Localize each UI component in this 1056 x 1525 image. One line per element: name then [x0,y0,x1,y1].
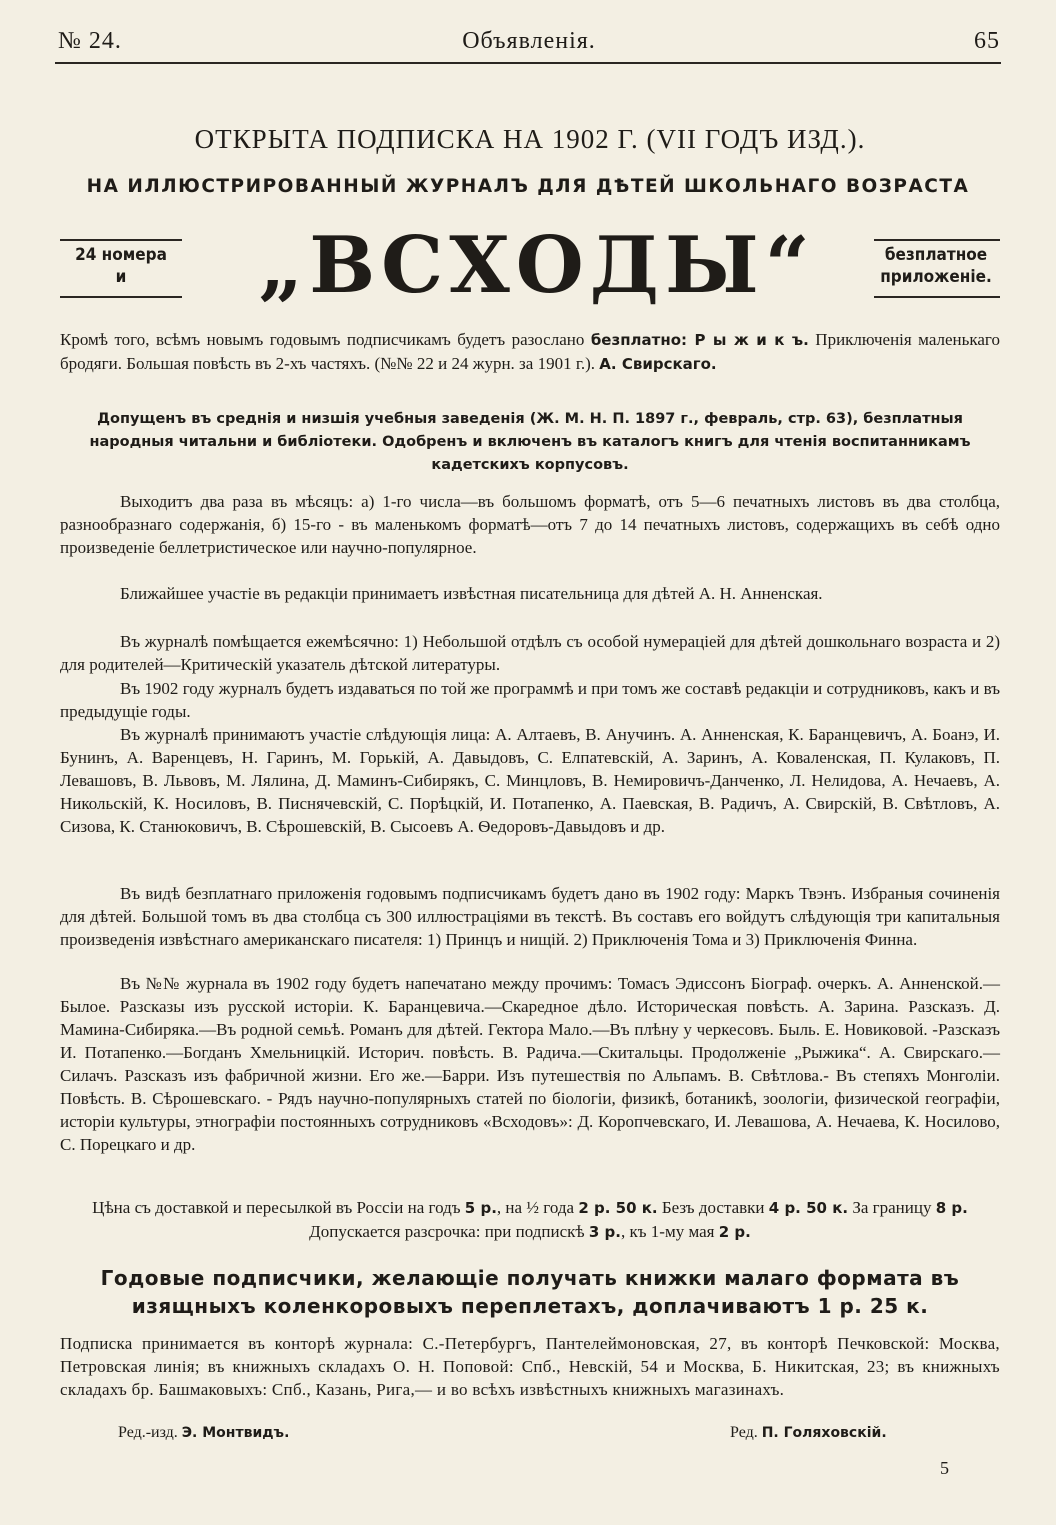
price-text-3: Безъ доставки [657,1198,769,1217]
right-note-rule-top [874,239,1000,241]
price-year: 5 р. [464,1199,497,1217]
sheet-signature-mark: 5 [940,1458,949,1478]
right-note-line-1: безплатное [884,245,988,265]
journal-masthead: „ВСХОДЫ“ [258,220,816,311]
price-text-5: Допускается разсрочка: при подпискѣ [309,1222,589,1241]
right-note-rule-bottom [874,296,1000,298]
left-note-rule-top [60,239,182,241]
bonus-title: безплатно: Р ы ж и к ъ. [590,331,809,349]
running-header [58,28,1000,60]
supplement-paragraph: Въ видѣ безплатнаго приложенія годовымъ подписчикамъ будетъ дано въ 1902 году: Маркъ Твэнъ. Избраныя сочиненія для дѣтей. Большой томъ въ два столбца съ 300 иллюстраціями въ текстѣ. Въ составъ его войдутъ слѣдующія три капитальныя произведенія извѣстнаго американскаго писателя: 1) Принцъ и нищій. 2) Приключенія Тома и 3) Приключенія Финна. [60,884,1000,949]
price-paragraph [60,1196,1000,1244]
publisher-signature [118,1424,289,1442]
price-installment-2: 2 р. [718,1223,751,1241]
price-abroad: 8 р. [935,1199,968,1217]
price-text-2: , на ½ года [496,1198,579,1217]
section-title: Объявленія. [462,28,596,54]
right-note [872,244,1000,288]
left-note-line-2: и [115,267,127,287]
header-rule [55,62,1001,64]
publisher-name: Э. Монтвидъ. [181,1425,290,1441]
editor-label: Ред. [730,1424,762,1441]
bonus-paragraph [60,328,1000,376]
editor-signature [730,1424,887,1442]
price-text-4: За границу [848,1198,936,1217]
price-installment-1: 3 р. [588,1223,621,1241]
bonus-text-b: Приключенія маленькаго бродяги. Большая повѣсть въ 2-хъ частяхъ. (№№ 22 и 24 журн. за 1901 г.). [60,330,1000,373]
body-paragraph-3: Въ журналѣ помѣщается ежемѣсячно: 1) Небольшой отдѣлъ съ особой нумераціей для дѣтей дошкольнаго возраста и 2) для родителей—Критическій указатель дѣтской литературы. [60,632,1000,674]
page-number: 65 [974,28,1000,54]
left-note [60,244,182,288]
contents-paragraph: Въ №№ журнала въ 1902 году будетъ напечатано между прочимъ: Томасъ Эдиссонъ Біограф. очеркъ. А. Анненской.—Былое. Разсказы изъ русской исторіи. К. Баранцевича.—Скаредное дѣло. Историческая повѣсть. А. Зарина. Разсказъ. Д. Мамина-Сибиряка.—Въ родной семьѣ. Романъ для дѣтей. Гектора Мало.—Въ плѣну у черкесовъ. Быль. Е. Новиковой. -Разсказъ И. Потапенко.—Богданъ Хмельницкій. Историч. повѣсть. В. Радича.—Скитальцы. Продолженіе „Рыжика“. А. Свирскаго.—Силачъ. Разсказъ изъ фабричной жизни. Его же.—Барри. Изъ путешествія по Альпамъ. В. Свѣтлова.- Въ степяхъ Монголіи. Повѣсть. В. Сѣрошевскаго. - Рядъ научно-популярныхъ статей по біологіи, физикѣ, ботаникѣ, зоологіи, физической географіи, исторіи культуры, этнографіи постоянныхъ сотрудниковъ «Всходовъ»: Д. Коропчевскаго, И. Левашова, А. Нечаева, К. Носилово, С. Порецкаго и др. [60,974,1000,1154]
price-half-year: 2 р. 50 к. [578,1199,658,1217]
body-paragraph-1: Выходитъ два раза въ мѣсяцъ: а) 1-го числа—въ большомъ форматѣ, отъ 5—6 печатныхъ листовъ въ два столбца, разнообразнаго содержанія, б) 15-го - въ маленькомъ форматѣ—отъ 7 до 14 печатныхъ листовъ, содержащихъ въ себѣ одно произведеніе беллетристическое или научно-популярное. [60,492,1000,557]
binding-note: Годовые подписчики, желающіе получать книжки малаго формата въ изящныхъ коленкоровыхъ переплетахъ, доплачиваютъ 1 р. 25 к. [100,1266,960,1318]
issue-number: № 24. [58,28,122,54]
contributors-paragraph: Въ журналѣ принимаютъ участіе слѣдующія лица: А. Алтаевъ, В. Анучинъ. А. Анненская, К. Баранцевичъ, А. Боанэ, И. Бунинъ, А. Варенцевъ, Н. Гаринъ, М. Горькій, А. Давыдовъ, С. Елпатевскій, А. Заринъ, А. Коваленская, П. Кулаковъ, П. Левашовъ, В. Львовъ, М. Лялина, Д. Маминъ-Сибирякъ, С. Минцловъ, В. Немировичъ-Данченко, Л. Нелидова, А. Нечаевъ, А. Никольскій, К. Носиловъ, В. Писнячевскій, С. Порѣцкій, И. Потапенко, А. Паевская, В. Радичъ, А. Свирскій, В. Свѣтловъ, А. Сизова, К. Станюковичъ, В. Сѣрошевскій, В. Сысоевъ А. Ѳедоровъ-Давыдовъ и др. [60,725,1000,836]
left-note-line-1: 24 номера [75,245,167,265]
subscription-addresses: Подписка принимается въ конторѣ журнала: С.-Петербургъ, Пантелеймоновская, 27, въ конторѣ Печковской: Москва, Петровская линія; въ книжныхъ складахъ О. Н. Поповой: Спб., Невскій, 54 и Москва, Б. Никитская, 23; въ книжныхъ складахъ бр. Башмаковыхъ: Спб., Казань, Рига,— и во всѣхъ извѣстныхъ книжныхъ магазинахъ. [60,1334,1000,1399]
body-paragraph-2: Ближайшее участіе въ редакціи принимаетъ извѣстная писательница для дѣтей А. Н. Анненская. [120,584,823,603]
left-note-rule-bottom [60,296,182,298]
subscription-heading: ОТКРЫТА ПОДПИСКА НА 1902 Г. (VII ГОДЪ ИЗД.). [194,124,866,154]
publisher-label: Ред.-изд. [118,1424,182,1441]
right-note-line-2: приложеніе. [880,267,992,287]
body-paragraph-4: Въ 1902 году журналъ будетъ издаваться по той же программѣ и при томъ же составѣ редакціи и сотрудниковъ, какъ и въ предыдущіе годы. [60,679,1000,721]
editor-name: П. Голяховскій. [761,1425,887,1441]
price-text-6: , къ 1-му мая [620,1222,719,1241]
approval-paragraph: Допущенъ въ среднія и низшія учебныя заведенія (Ж. М. Н. П. 1897 г., февраль, стр. 63), безплатныя народныя читальни и библіотеки. Одобренъ и включенъ въ каталогъ книгъ для чтенія воспитанникамъ кадетскихъ корпусовъ. [89,411,971,473]
price-text-1: Цѣна съ доставкой и пересылкой въ Россіи на годъ [92,1198,465,1217]
bonus-author: А. Свирскаго. [599,355,717,373]
price-no-delivery: 4 р. 50 к. [768,1199,849,1217]
journal-description: НА ИЛЛЮСТРИРОВАННЫЙ ЖУРНАЛЪ ДЛЯ ДѢТЕЙ ШКОЛЬНАГО ВОЗРАСТА [86,176,970,197]
bonus-text-a: Кромѣ того, всѣмъ новымъ годовымъ подписчикамъ будетъ разослано [60,330,591,349]
